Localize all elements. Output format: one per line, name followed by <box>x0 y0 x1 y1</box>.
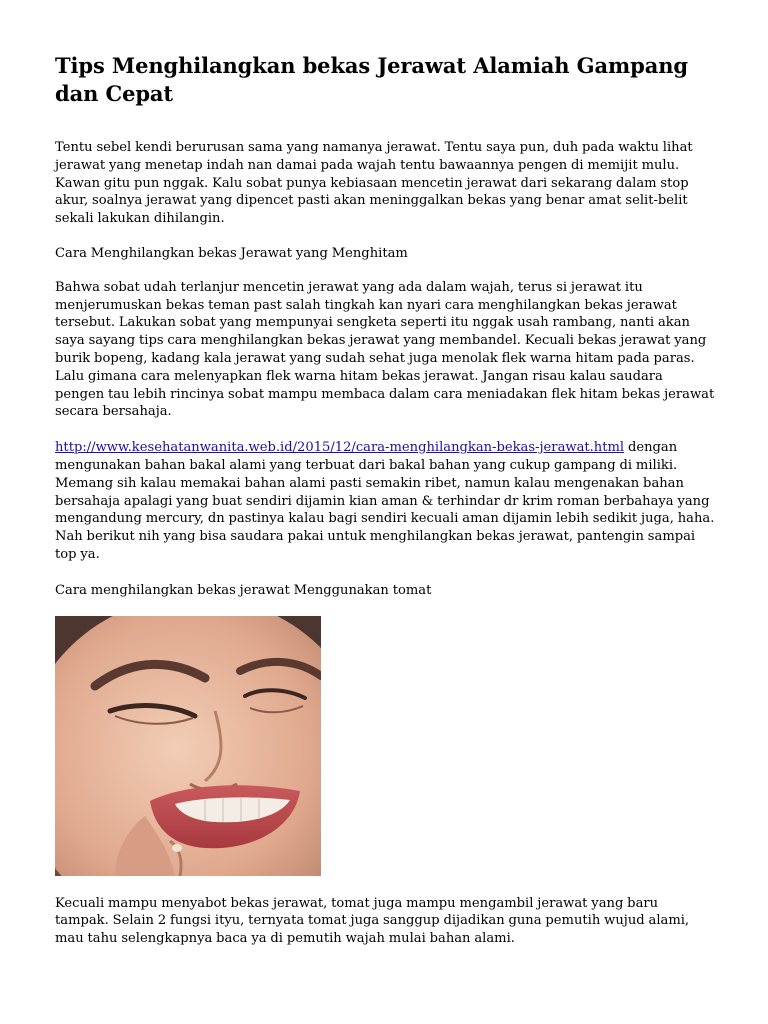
paragraph-tomat: Kecuali mampu menyabot bekas jerawat, tomat juga mampu mengambil jerawat yang baru tampak. Selain 2 fungsi ityu, ternyata tomat juga sanggup dijadikan guna pemutih wujud alami, mau tahu selengkapnya baca ya di pemutih wajah mulai bahan alami. <box>55 895 690 947</box>
paragraph-link <box>55 439 715 564</box>
article-link[interactable]: http://www.kesehatanwanita.web.id/2015/12/cara-menghilangkan-bekas-jerawat.html <box>55 440 625 456</box>
paragraph-bahwa: Bahwa sobat udah terlanjur mencetin jerawat yang ada dalam wajah, terus si jerawat itu menjerumuskan bekas teman past salah tingkah kan nyari cara menghilangkan bekas jerawat tersebut. Lakukan sobat yang mempunyai sengketa seperti itu nggak usah rambang, nanti akan saya sayang tips cara menghilangkan bekas jerawat yang membandel. Kecuali bekas jerawat yang burik bopeng, kadang kala jerawat yang sudah sehat juga menolak flek warna hitam pada paras. Lalu gimana cara melenyapkan flek warna hitam bekas jerawat. Jangan risau kalau saudara pengen tau lebih rincinya sobat mampu membaca dalam cara meniadakan flek hitam bekas jerawat secara bersahaja. <box>55 279 715 420</box>
page-title: Tips Menghilangkan bekas Jerawat Alamiah Gampang dan Cepat <box>55 53 688 106</box>
intro-paragraph: Tentu sebel kendi berurusan sama yang namanya jerawat. Tentu saya pun, duh pada waktu lihat jerawat yang menetap indah nan damai pada wajah tentu bawaannya pengen di memijit mulu. Kawan gitu pun nggak. Kalu sobat punya kebiasaan mencetin jerawat dari sekarang dalam stop akur, soalnya jerawat yang dipencet pasti akan meninggalkan bekas yang benar amat selit-belit sekali lakukan dihilangin. <box>55 140 693 227</box>
section-heading-menghitam: Cara Menghilangkan bekas Jerawat yang Menghitam <box>55 245 408 261</box>
section-heading-tomat: Cara menghilangkan bekas jerawat Menggunakan tomat <box>55 582 432 598</box>
woman-squeezing-pimple-photo <box>55 616 321 876</box>
paragraph-link-text: dengan mengunakan bahan bakal alami yang terbuat dari bakal bahan yang cukup gampang di miliki. Memang sih kalau memakai bahan alami pasti semakin ribet, namun kalau mengenakan bahan bersahaja apalagi yang buat sendiri dijamin kian aman & terhindar dr krim roman berbahaya yang mengandung mercury, dn pastinya kalau bagi sendiri kecuali aman dijamin lebih sedikit juga, haha. Nah berikut nih yang bisa saudara pakai untuk menghilangkan bekas jerawat, pantengin sampai top ya. <box>55 440 715 562</box>
document-page <box>55 52 715 948</box>
